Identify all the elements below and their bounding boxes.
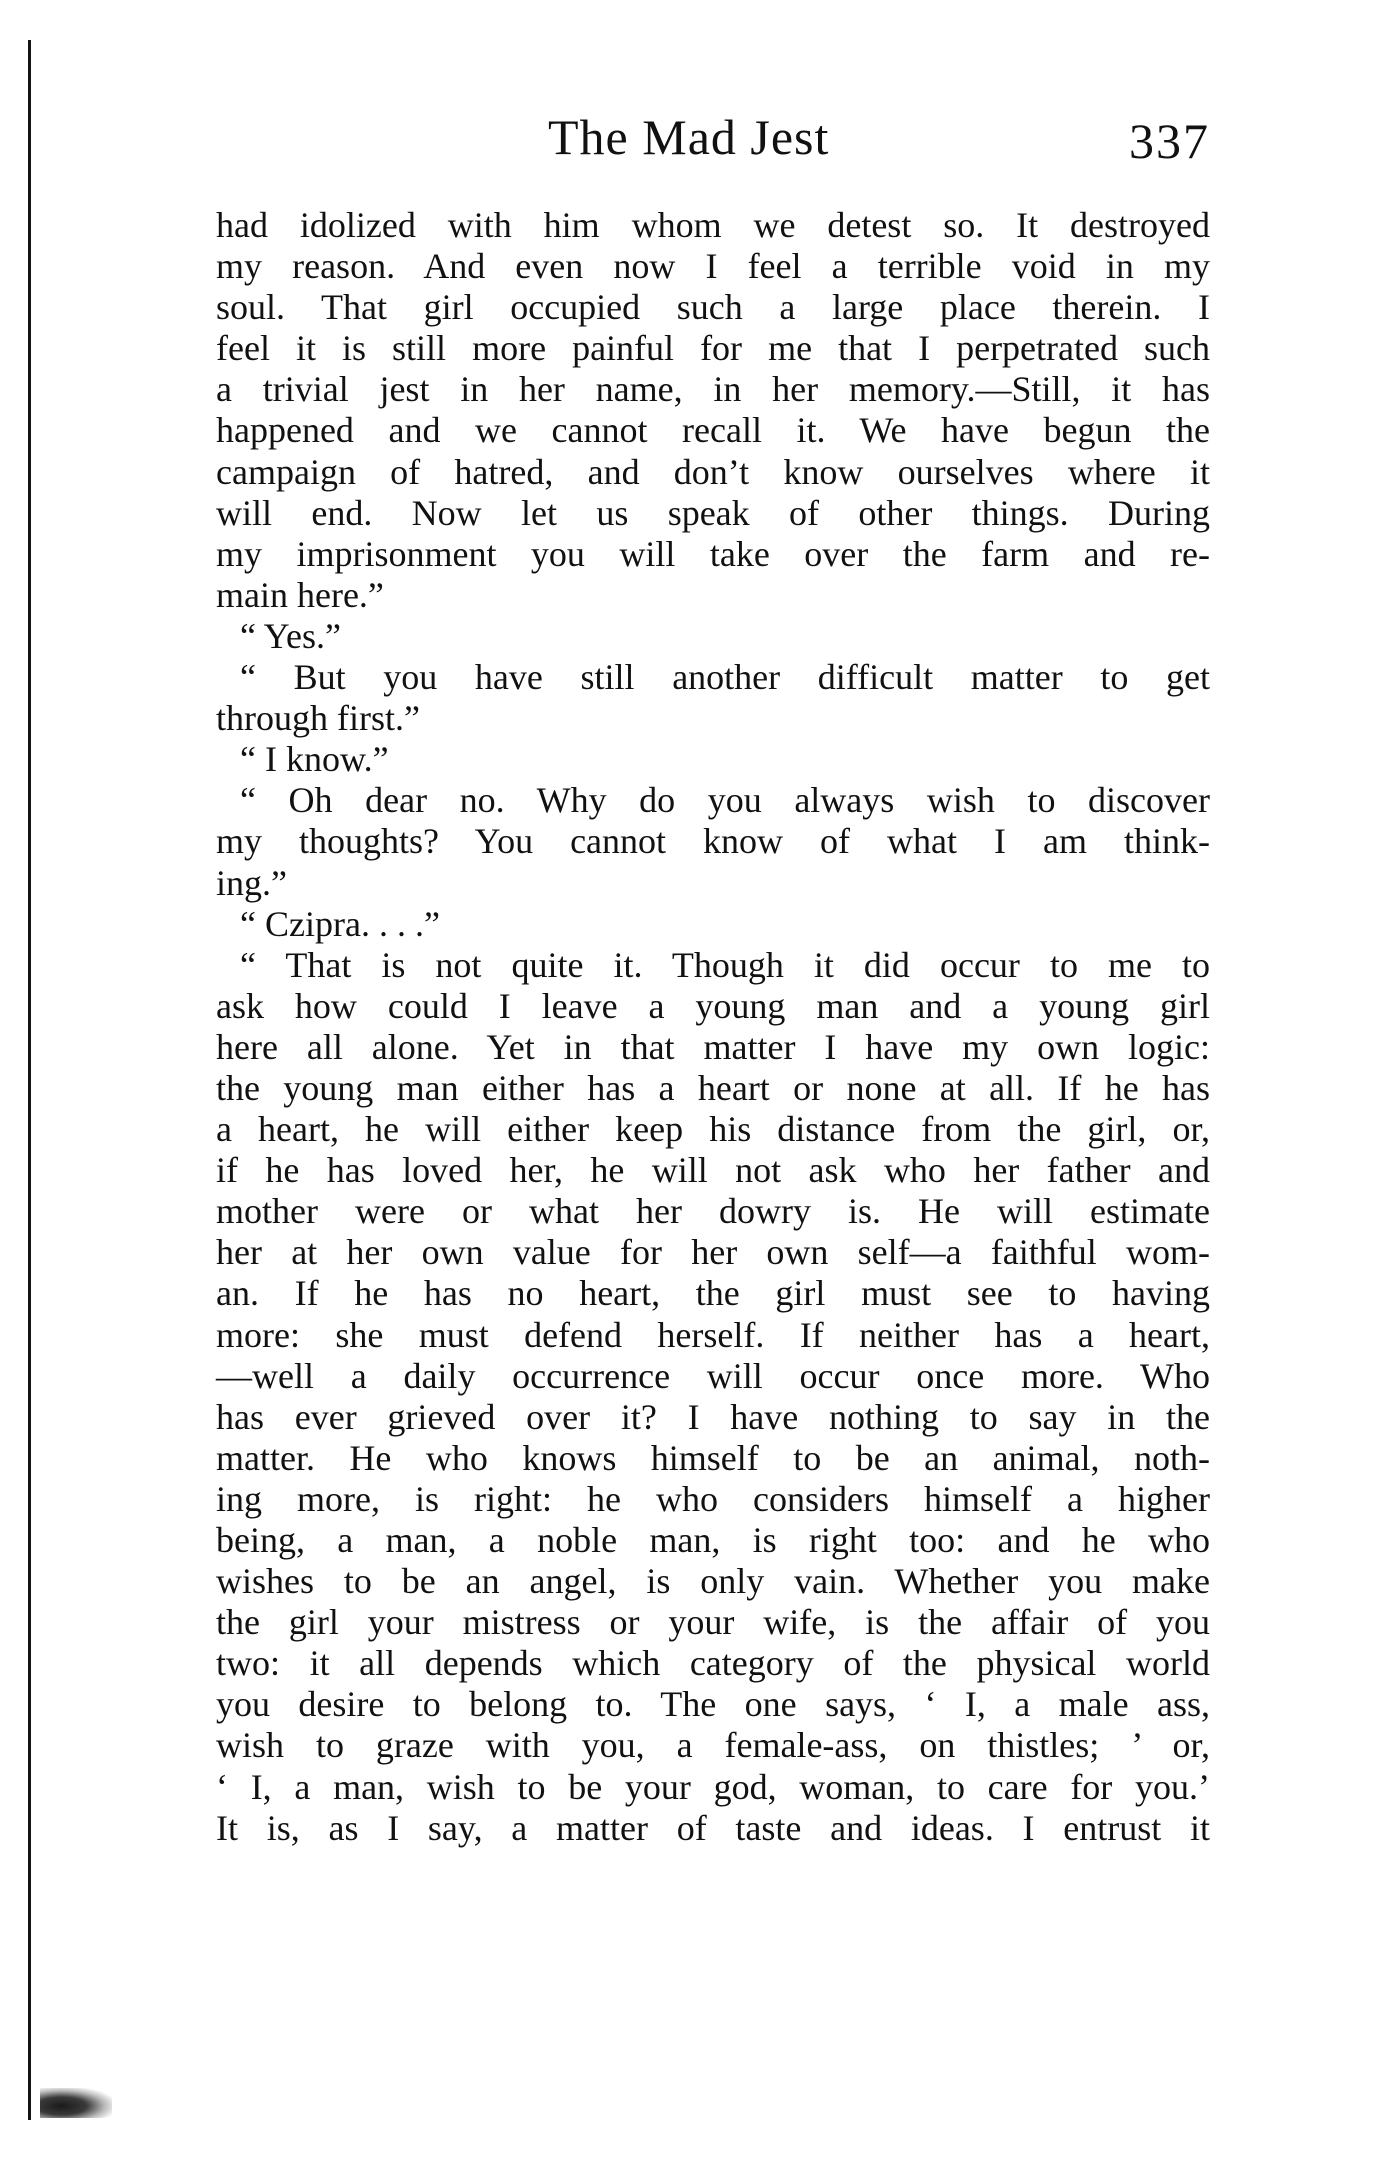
text-line: an. If he has no heart, the girl must see to having [216,1273,1210,1314]
text-line: “ Yes.” [240,615,342,656]
page-number: 337 [1129,113,1210,169]
text-line: has ever grieved over it? I have nothing to say in the [216,1396,1210,1437]
text-line: my reason. And even now I feel a terrible void in my [216,246,1210,287]
text-line: campaign of hatred, and don’t know ourselves where it [216,451,1210,492]
text-line: the girl your mistress or your wife, is the affair of you [216,1602,1210,1643]
text-line: “ I know.” [240,739,389,780]
text-line: soul. That girl occupied such a large place therein. I [216,287,1210,328]
text-line: “ Czipra. . . .” [240,903,440,944]
body-text [216,205,1210,1849]
text-line: if he has loved her, he will not ask who her father and [216,1150,1210,1191]
text-line: “ That is not quite it. Though it did occur to me to [240,944,1210,985]
text-line: through first.” [216,698,420,739]
text-line: wishes to be an angel, is only vain. Whether you make [216,1561,1210,1602]
text-line: happened and we cannot recall it. We have begun the [216,410,1210,451]
text-line: ing more, is right: he who considers himself a higher [216,1478,1210,1519]
text-line: her at her own value for her own self—a faithful wom- [216,1232,1210,1273]
text-line: —well a daily occurrence will occur once more. Who [216,1355,1210,1396]
text-line: my imprisonment you will take over the farm and re- [216,533,1210,574]
text-line: main here.” [216,574,384,615]
text-line: ask how could I leave a young man and a young girl [216,985,1210,1026]
running-title: The Mad Jest [548,109,830,165]
text-line: feel it is still more painful for me that I perpetrated such [216,328,1210,369]
text-line: two: it all depends which category of the physical world [216,1643,1210,1684]
text-line: wish to graze with you, a female-ass, on thistles; ’ or, [216,1725,1210,1766]
text-line: “ But you have still another difficult matter to get [240,657,1210,698]
text-line: mother were or what her dowry is. He will estimate [216,1191,1210,1232]
text-line: more: she must defend herself. If neither has a heart, [216,1314,1210,1355]
binding-smudge [40,2088,112,2118]
text-line: “ Oh dear no. Why do you always wish to discover [240,780,1210,821]
text-line: a heart, he will either keep his distance from the girl, or, [216,1109,1210,1150]
text-line: ing.” [216,862,287,903]
text-line: the young man either has a heart or none at all. If he has [216,1067,1210,1108]
text-line: my thoughts? You cannot know of what I am think- [216,821,1210,862]
text-line: It is, as I say, a matter of taste and ideas. I entrust it [216,1807,1210,1848]
text-line: you desire to belong to. The one says, ‘ I, a male ass, [216,1684,1210,1725]
text-line: here all alone. Yet in that matter I have my own logic: [216,1026,1210,1067]
binding-edge [28,40,31,2120]
running-head [216,108,1210,178]
text-line: ‘ I, a man, wish to be your god, woman, to care for you.’ [216,1766,1210,1807]
text-line: a trivial jest in her name, in her memory.—Still, it has [216,369,1210,410]
text-line: being, a man, a noble man, is right too: and he who [216,1520,1210,1560]
text-line: had idolized with him whom we detest so. It destroyed [216,205,1210,245]
text-line: will end. Now let us speak of other things. During [216,492,1210,533]
text-line: matter. He who knows himself to be an animal, noth- [216,1437,1210,1478]
